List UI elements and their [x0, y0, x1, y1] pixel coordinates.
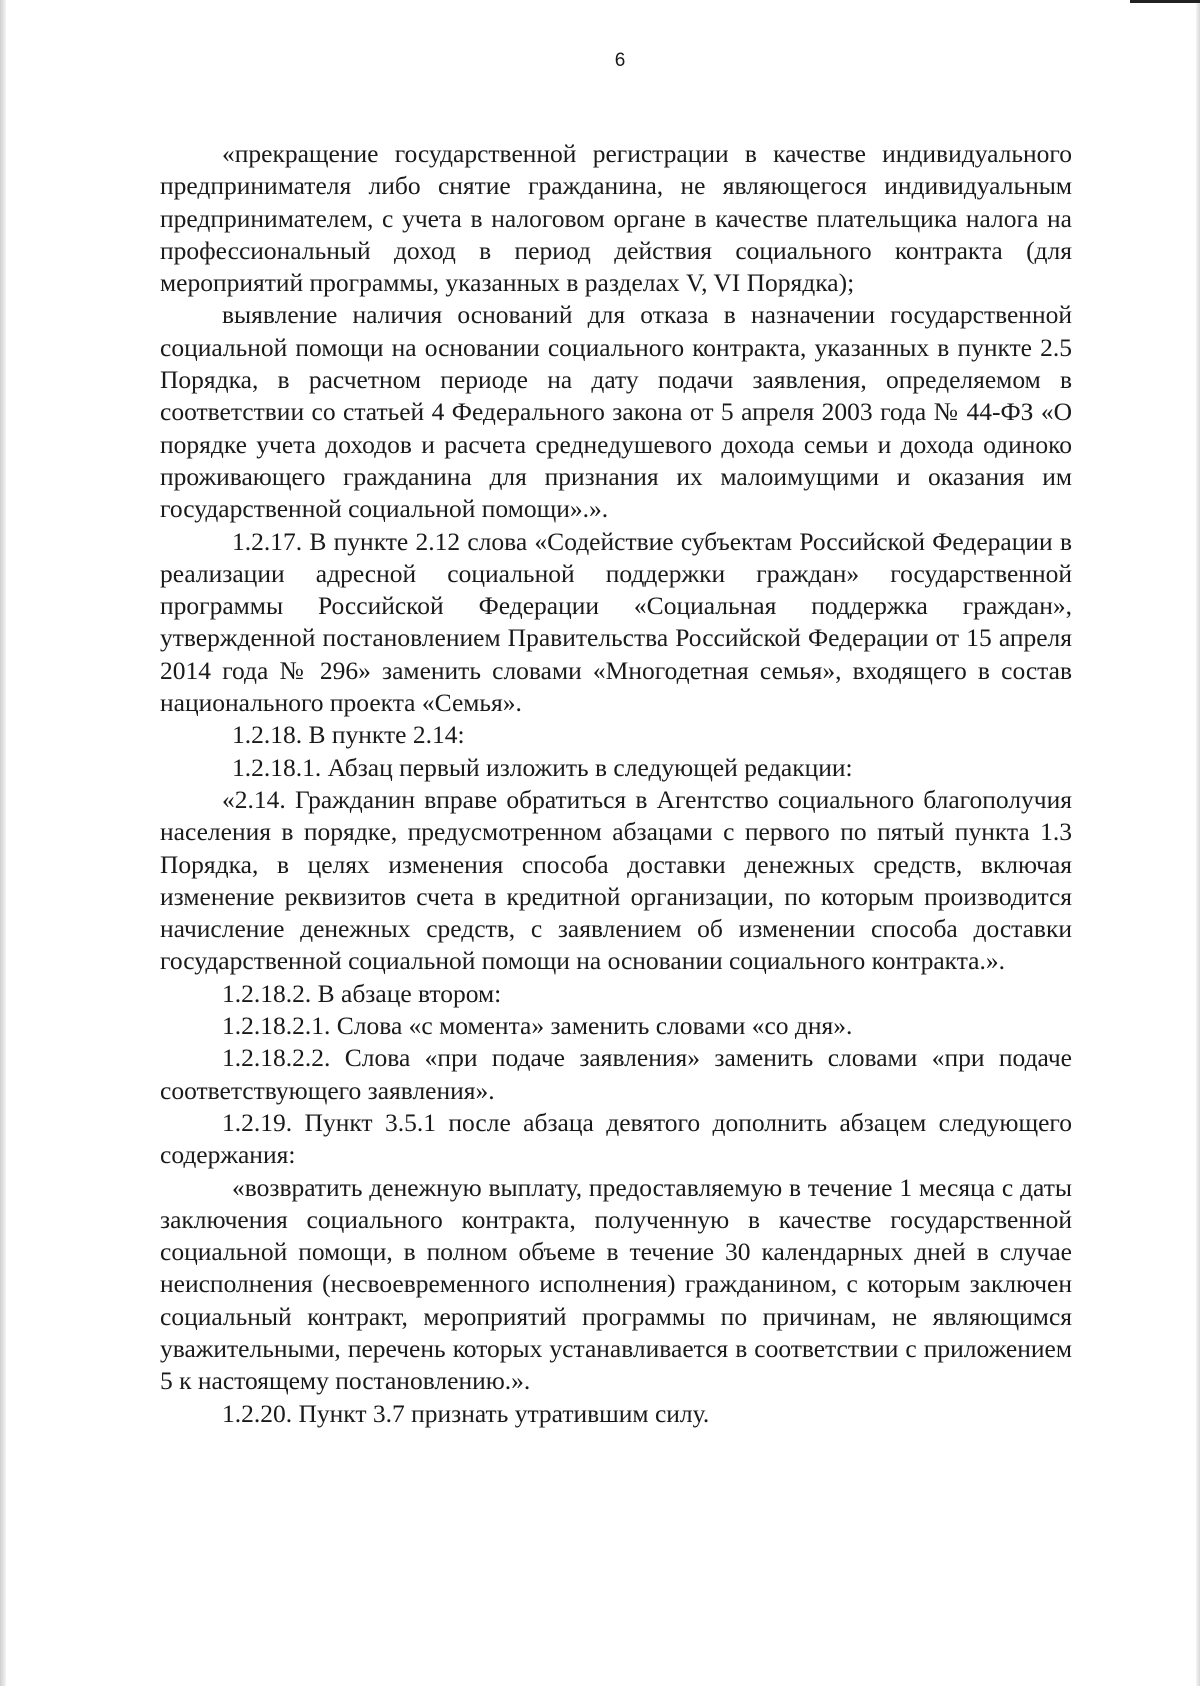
paragraph: 1.2.17. В пункте 2.12 слова «Содействие субъектам Российской Федерации в реализации адресной социальной поддержки граждан» государственной программы Российской Федерации «Социальная поддержка граждан», утвержденной постановлением Правительства Российской Федерации от 15 апреля 2014 года № 296» заменить словами «Многодетная семья», входящего в состав национального проекта «Семья».: [160, 526, 1072, 718]
scan-top-mark: [1130, 0, 1200, 3]
paragraph: 1.2.19. Пункт 3.5.1 после абзаца девятого дополнить абзацем следующего содержания:: [160, 1107, 1072, 1170]
paragraph: 1.2.18.2. В абзаце втором:: [222, 978, 502, 1008]
paragraph: выявление наличия оснований для отказа в назначении государственной социальной помощи на основании социального контракта, указанных в пункте 2.5 Порядка, в расчетном периоде на дату подачи заявления, определяемом в соответствии со статьей 4 Федерального закона от 5 апреля 2003 года № 44-ФЗ «О порядке учета доходов и расчета среднедушевого дохода семьи и дохода одиноко проживающего гражданина для признания их малоимущими и оказания им государственной социальной помощи».».: [160, 300, 1072, 524]
paragraph: 1.2.18.2.2. Слова «при подаче заявления» заменить словами «при подаче соответствующего заявления».: [160, 1043, 1072, 1105]
paragraph: «прекращение государственной регистрации в качестве индивидуального предпринимателя либо снятие гражданина, не являющегося индивидуальным предпринимателем, с учета в налоговом органе в качестве плательщика налога на профессиональный доход в период действия социального контракта (для мероприятий программы, указанных в разделах V, VI Порядка);: [160, 139, 1072, 298]
paragraph: «возвратить денежную выплату, предоставляемую в течение 1 месяца с даты заключения социального контракта, полученную в качестве государственной социальной помощи, в полном объеме в течение 30 календарных дней в случае неисполнения (несвоевременного исполнения) гражданином, с которым заключен социальный контракт, мероприятий программы по причинам, не являющимся уважительными, перечень которых устанавливается в соответствии с приложением 5 к настоящему постановлению.».: [160, 1172, 1072, 1396]
paragraph: «2.14. Гражданин вправе обратиться в Агентство социального благополучия населения в порядке, предусмотренном абзацами с первого по пятый пункта 1.3 Порядка, в целях изменения способа доставки денежных средств, включая изменение реквизитов счета в кредитной организации, по которым производится начисление денежных средств, с заявлением об изменении способа доставки государственной социальной помощи на основании социального контракта.».: [160, 784, 1072, 976]
document-body: [160, 138, 1072, 1430]
page-number: 6: [614, 50, 626, 71]
paragraph: 1.2.20. Пункт 3.7 признать утратившим силу.: [222, 1398, 710, 1428]
paragraph: 1.2.18.2.1. Слова «с момента» заменить словами «со дня».: [222, 1011, 853, 1041]
scan-edge-right: [1196, 0, 1200, 1686]
scan-edge-left: [0, 0, 6, 1686]
paragraph: 1.2.18.1. Абзац первый изложить в следующей редакции:: [232, 752, 853, 782]
paragraph: 1.2.18. В пункте 2.14:: [232, 720, 465, 750]
